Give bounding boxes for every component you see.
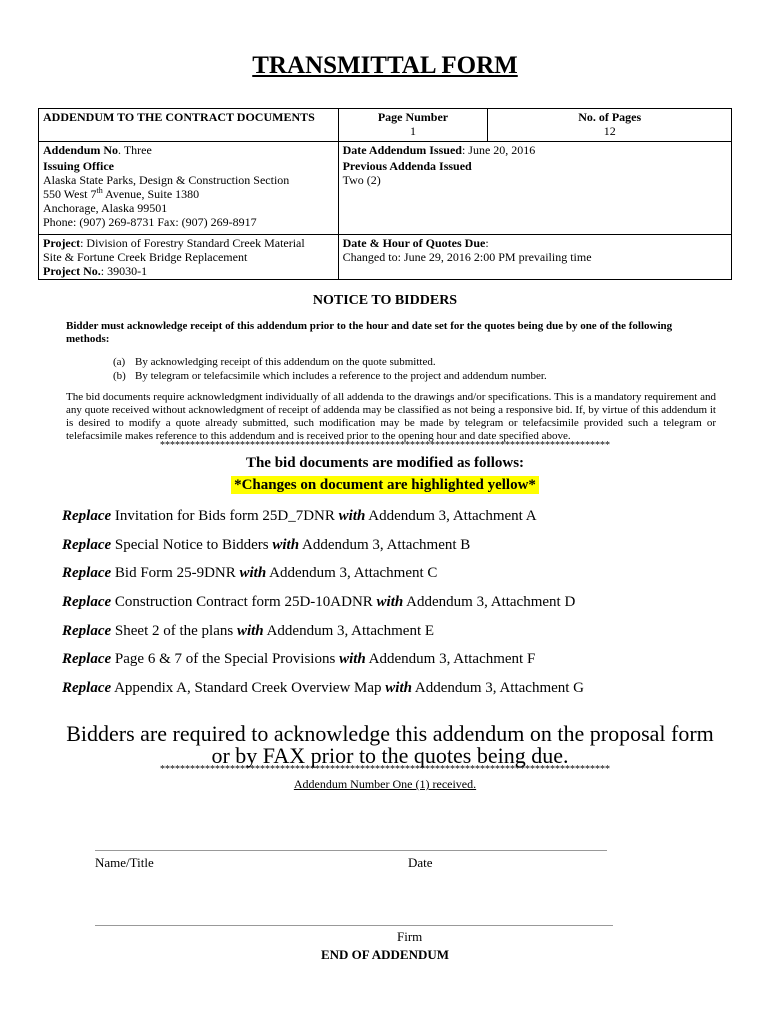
date-issued-cell [338, 142, 731, 159]
replace-item-c: Replace Bid Form 25-9DNR with Addendum 3, Attachment C [62, 565, 438, 581]
notice-to-bidders-title: NOTICE TO BIDDERS [312, 293, 458, 308]
star-divider-top: ****************************************************************************************** [160, 440, 610, 451]
page-number-value: 1 [409, 124, 416, 138]
firm-label: Firm [397, 929, 423, 944]
list-item: (a) By acknowledging receipt of this addendum on the quote submitted. [113, 356, 436, 368]
project-value-line-2: Site & Fortune Creek Bridge Replacement [43, 250, 248, 264]
signature-line-name-date [95, 850, 607, 851]
num-pages-cell [488, 109, 732, 142]
issuing-office-label: Issuing Office [43, 159, 115, 173]
addendum-header-table [38, 108, 732, 280]
previous-addenda-label: Previous Addenda Issued [342, 159, 472, 173]
name-title-label: Name/Title [95, 855, 154, 870]
notice-paragraph-2: The bid documents require acknowledgment individually of all addenda to the drawings and/or specifications. This is a mandatory requirement and any quote received without acknowledgment of receipt of addenda may be classified as not being a responsive bid. If, by virtue of this addendum it is desired to modify a quote already submitted, such modification may be made by telegram or telefacsimile provided such a telegram or telefacsimile makes reference to this addendum and is received prior to the opening hour and date specified above. [66, 391, 716, 442]
addendum-heading-cell [39, 109, 339, 142]
quotes-due-value: Changed to: June 29, 2016 2:00 PM prevailing time [342, 250, 592, 264]
modified-heading: The bid documents are modified as follows: [245, 455, 525, 471]
signature-line-firm [95, 925, 613, 926]
replace-item-e: Replace Sheet 2 of the plans with Addendum 3, Attachment E [62, 623, 435, 639]
addendum-no-label: Addendum No [43, 143, 119, 157]
previous-addenda-value: Two (2) [342, 173, 381, 187]
office-line-2: 550 West 7th Avenue, Suite 1380 [43, 186, 200, 201]
replace-item-f: Replace Page 6 & 7 of the Special Provisions with Addendum 3, Attachment F [62, 651, 536, 667]
notice-bold-paragraph: Bidder must acknowledge receipt of this addendum prior to the hour and date set for the quotes being due by one of the following methods: [66, 320, 673, 345]
num-pages-value: 12 [603, 124, 616, 138]
methods-list [113, 355, 547, 383]
highlight-note-wrapper [0, 476, 770, 494]
star-divider-bottom: ****************************************************************************************** [160, 764, 610, 775]
highlight-note: *Changes on document are highlighted yellow* [231, 476, 539, 494]
issuing-office-cell [39, 158, 339, 235]
replace-item-g: Replace Appendix A, Standard Creek Overview Map with Addendum 3, Attachment G [62, 680, 585, 696]
date-label: Date [408, 855, 433, 870]
acknowledge-statement: Bidders are required to acknowledge this addendum on the proposal form or by FAX prior to the quotes being due. [66, 721, 714, 768]
num-pages-label: No. of Pages [578, 110, 642, 124]
office-line-4: Phone: (907) 269-8731 Fax: (907) 269-8917 [43, 215, 257, 229]
quotes-due-label: Date & Hour of Quotes Due [342, 236, 486, 250]
previous-addenda-cell [338, 158, 731, 235]
addendum-heading: ADDENDUM TO THE CONTRACT DOCUMENTS [43, 110, 315, 124]
project-cell [39, 235, 339, 280]
office-line-1: Alaska State Parks, Design & Construction Section [43, 173, 290, 187]
page-number-label: Page Number [377, 110, 449, 124]
project-label: Project [43, 236, 81, 250]
office-line-3: Anchorage, Alaska 99501 [43, 201, 168, 215]
page-number-cell [338, 109, 488, 142]
project-no-label: Project No. [43, 264, 101, 278]
replace-item-b: Replace Special Notice to Bidders with Addendum 3, Attachment B [62, 537, 471, 553]
list-item: (b) By telegram or telefacsimile which includes a reference to the project and addendum number. [113, 370, 547, 382]
replace-item-a: Replace Invitation for Bids form 25D_7DNR with Addendum 3, Attachment A [62, 508, 537, 524]
replace-item-d: Replace Construction Contract form 25D-10ADNR with Addendum 3, Attachment D [62, 594, 576, 610]
project-value-line-1: : Division of Forestry Standard Creek Material [80, 236, 305, 250]
addendum-no-cell [39, 142, 339, 159]
end-of-addendum: END OF ADDENDUM [320, 947, 450, 962]
page-title: TRANSMITTAL FORM [252, 52, 518, 79]
date-issued-label: Date Addendum Issued [342, 143, 462, 157]
project-no-value: : 39030-1 [100, 264, 148, 278]
addendum-no-value: . Three [118, 143, 152, 157]
date-issued-value: : June 20, 2016 [461, 143, 536, 157]
quotes-due-cell: Date & Hour of Quotes Due: Changed to: June 29, 2016 2:00 PM prevailing time [338, 235, 731, 280]
addendum-received-line: Addendum Number One (1) received. [293, 777, 477, 791]
